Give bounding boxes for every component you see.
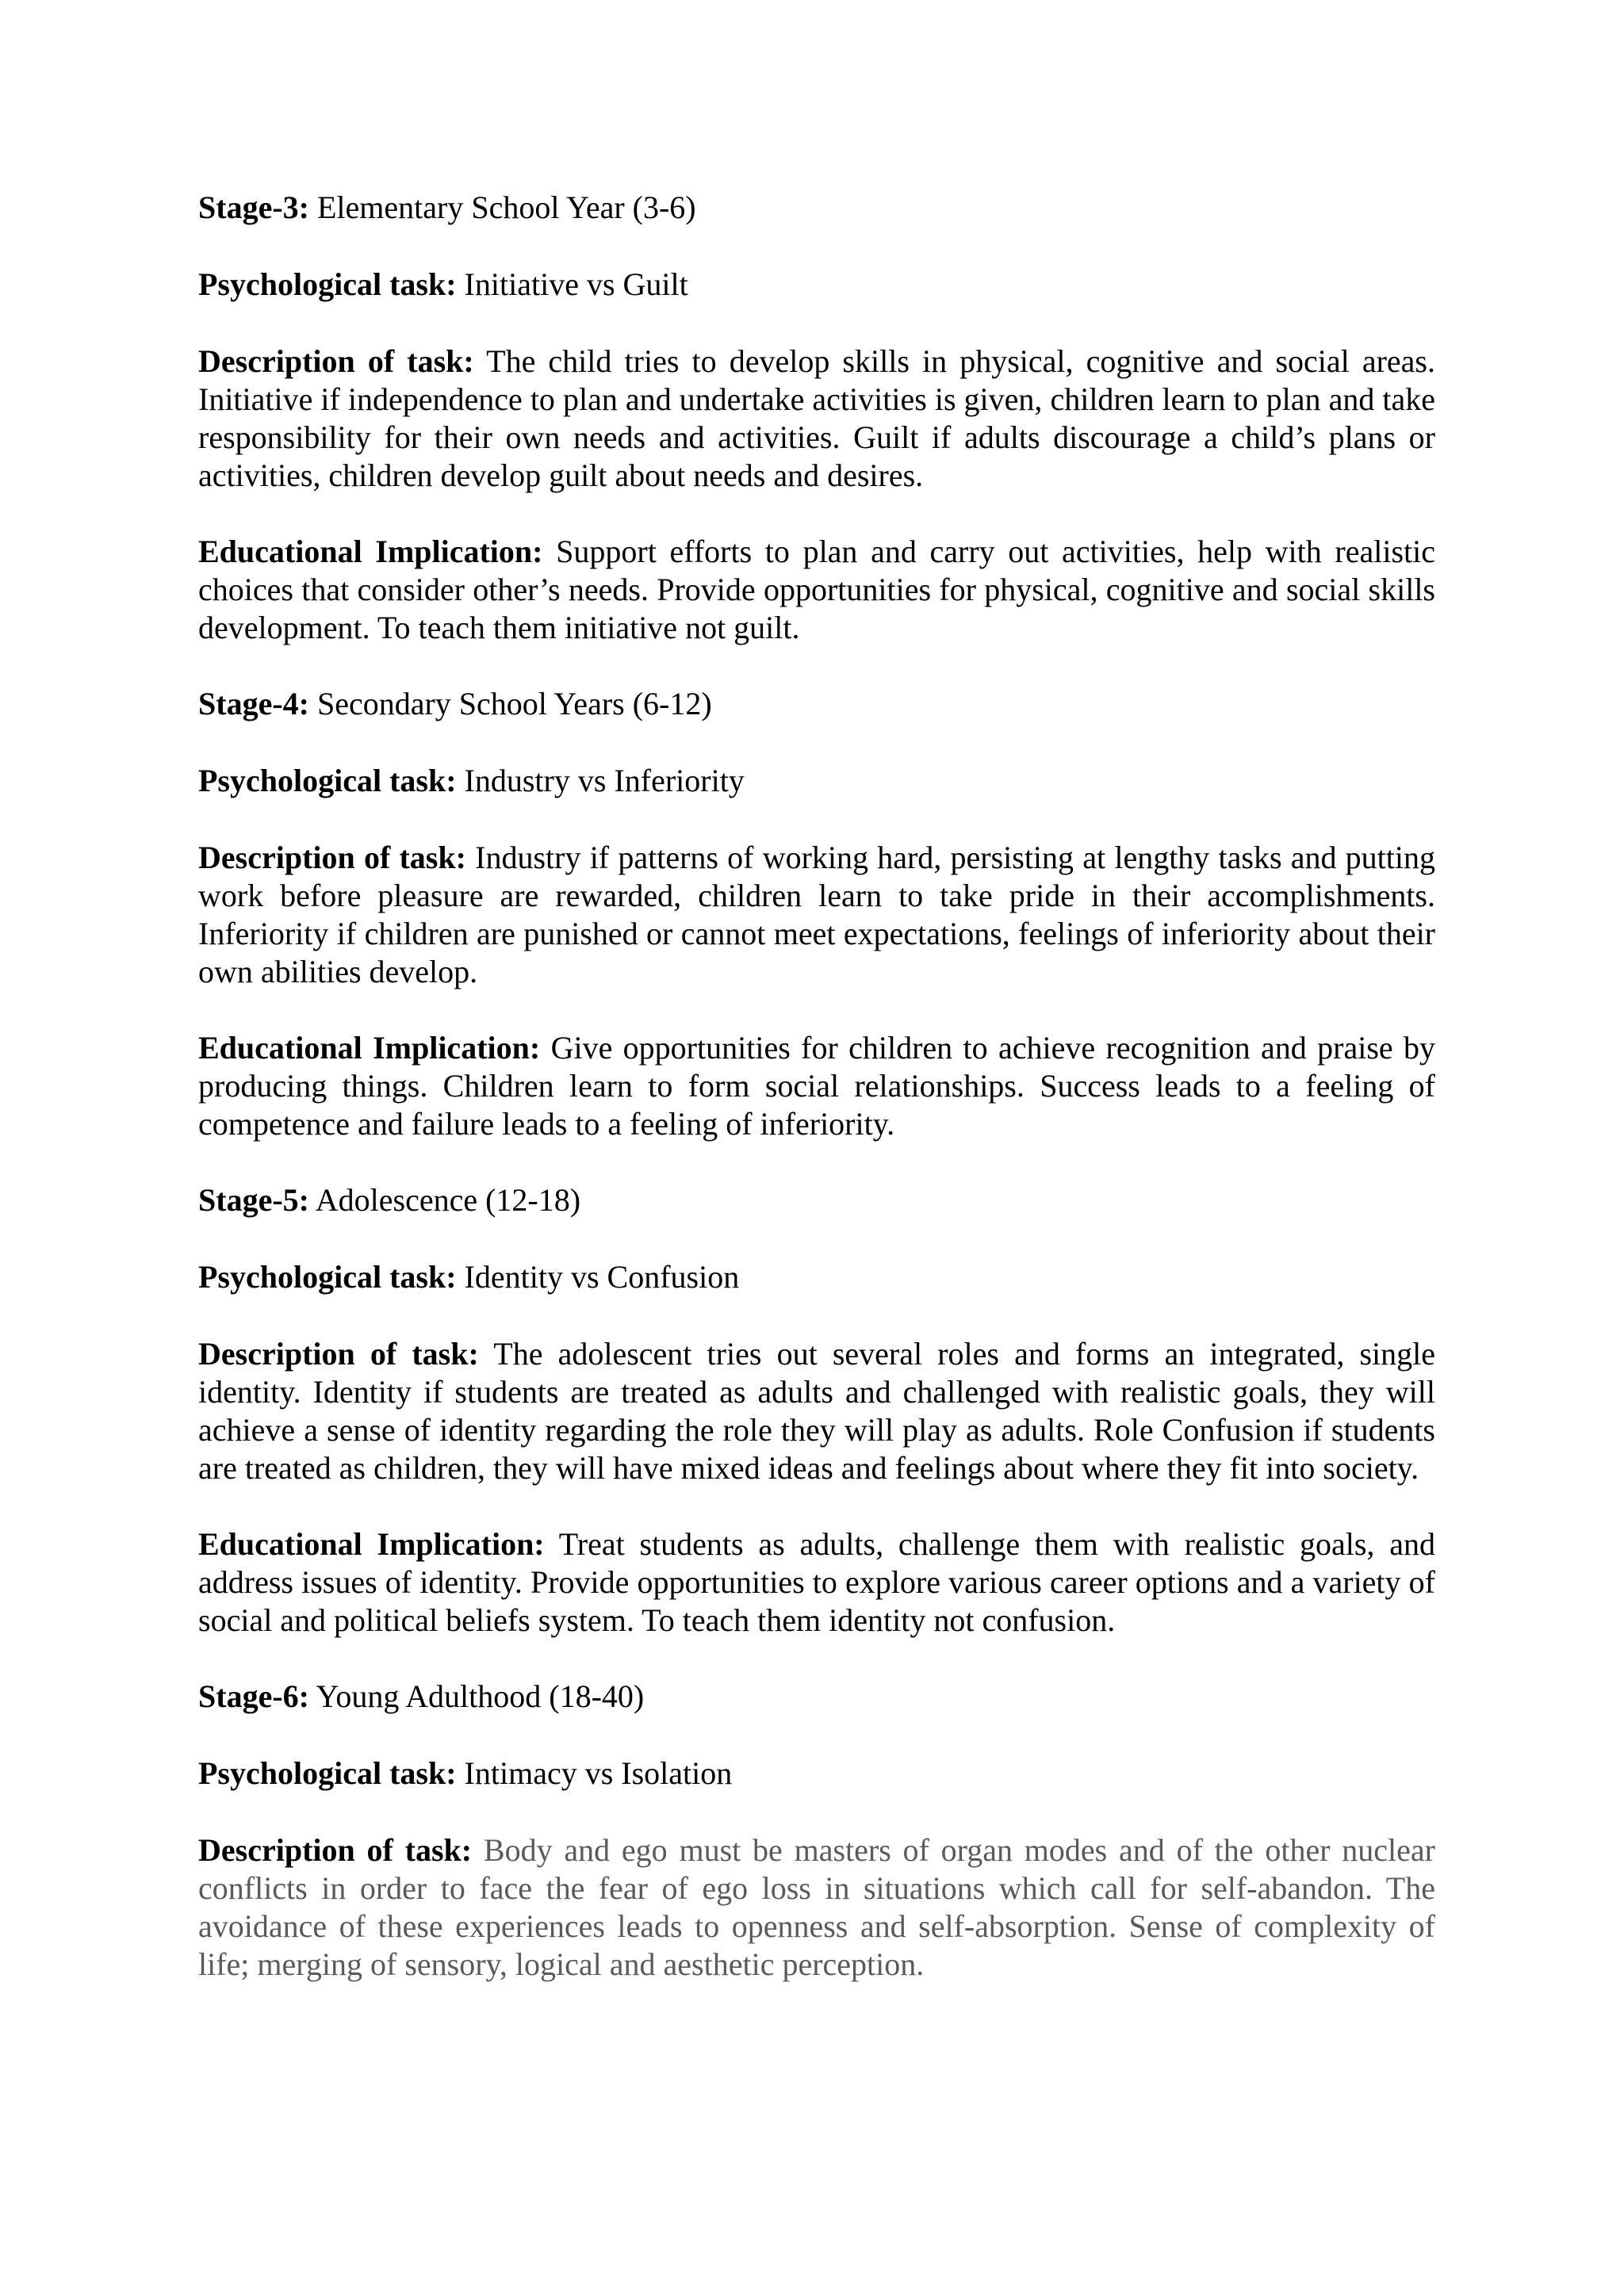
description-text: The child tries to develop skills in physical, cognitive and social areas. Initiative if independence to plan and undertake activities is given, children learn to plan and take responsibility for their own needs and activities. Guilt if adults discourage a child’s plans or activities, children develop guilt about needs and desires. (198, 343, 1436, 493)
implication-text: Treat students as adults, challenge them with realistic goals, and address issues of identity. Provide opportunities to explore various career options and a variety of social and political beliefs system. To teach them identity not confusion. (198, 1526, 1435, 1638)
task-value: Initiative vs Guilt (464, 266, 688, 302)
implication-label: Educational Implication: (198, 1030, 541, 1066)
task-label: Psychological task: (198, 266, 457, 302)
implication-label: Educational Implication: (198, 534, 543, 569)
stage-6-heading (198, 1678, 1435, 1716)
stage-label: Stage-5: (198, 1182, 309, 1218)
stage-label: Stage-6: (198, 1678, 309, 1714)
stage-4-educational-implication (198, 1029, 1435, 1143)
description-text: The adolescent tries out several roles and forms an integrated, single identity. Identity if students are treated as adults and challenged with realistic goals, they will achieve a sense of identity regarding the role they will play as adults. Role Confusion if students are treated as children, they will have mixed ideas and feelings about where they fit into society. (198, 1336, 1436, 1486)
description-text: Body and ego must be masters of organ modes and of the other nuclear conflicts in order to face the fear of ego loss in situations which call for self-abandon. The avoidance of these experiences leads to openness and self-absorption. Sense of complexity of life; merging of sensory, logical and aesthetic perception. (198, 1832, 1436, 1982)
stage-6-psychological-task (198, 1755, 1435, 1793)
stage-value: Adolescence (12-18) (315, 1182, 581, 1218)
stage-3-psychological-task (198, 266, 1435, 304)
stage-4-psychological-task (198, 762, 1435, 800)
implication-label: Educational Implication: (198, 1526, 545, 1562)
implication-text: Give opportunities for children to achieve recognition and praise by producing things. Children learn to form social relationships. Success leads to a feeling of competence and failure leads to a feeling of inferiority. (198, 1030, 1435, 1142)
stage-3-educational-implication (198, 533, 1435, 647)
stage-value: Elementary School Year (3-6) (316, 189, 696, 225)
stage-5-educational-implication (198, 1525, 1435, 1640)
description-text: Industry if patterns of working hard, persisting at lengthy tasks and putting work before pleasure are rewarded, children learn to take pride in their accomplishments. Inferiority if children are punished or cannot meet expectations, feelings of inferiority about their own abilities develop. (198, 840, 1436, 989)
task-value: Industry vs Inferiority (464, 763, 745, 798)
description-label: Description of task: (198, 1336, 479, 1372)
stage-4-description (198, 839, 1435, 991)
stage-value: Young Adulthood (18-40) (316, 1678, 645, 1714)
description-label: Description of task: (198, 343, 474, 379)
document-page (198, 189, 1435, 2022)
task-label: Psychological task: (198, 1755, 457, 1791)
stage-6-description (198, 1831, 1435, 1984)
stage-5-description (198, 1335, 1435, 1487)
implication-text: Support efforts to plan and carry out activities, help with realistic choices that consider other’s needs. Provide opportunities for physical, cognitive and social skills development. To teach them initiative not guilt. (198, 534, 1435, 645)
stage-3-heading (198, 189, 1435, 227)
task-value: Intimacy vs Isolation (464, 1755, 733, 1791)
description-label: Description of task: (198, 1832, 473, 1868)
stage-label: Stage-3: (198, 189, 309, 225)
stage-3-description (198, 342, 1435, 495)
task-label: Psychological task: (198, 763, 457, 798)
stage-5-heading (198, 1181, 1435, 1219)
stage-4-heading (198, 685, 1435, 723)
task-value: Identity vs Confusion (464, 1259, 740, 1295)
task-label: Psychological task: (198, 1259, 457, 1295)
stage-label: Stage-4: (198, 686, 309, 721)
description-label: Description of task: (198, 840, 466, 875)
stage-5-psychological-task (198, 1258, 1435, 1296)
stage-value: Secondary School Years (6-12) (316, 686, 712, 721)
